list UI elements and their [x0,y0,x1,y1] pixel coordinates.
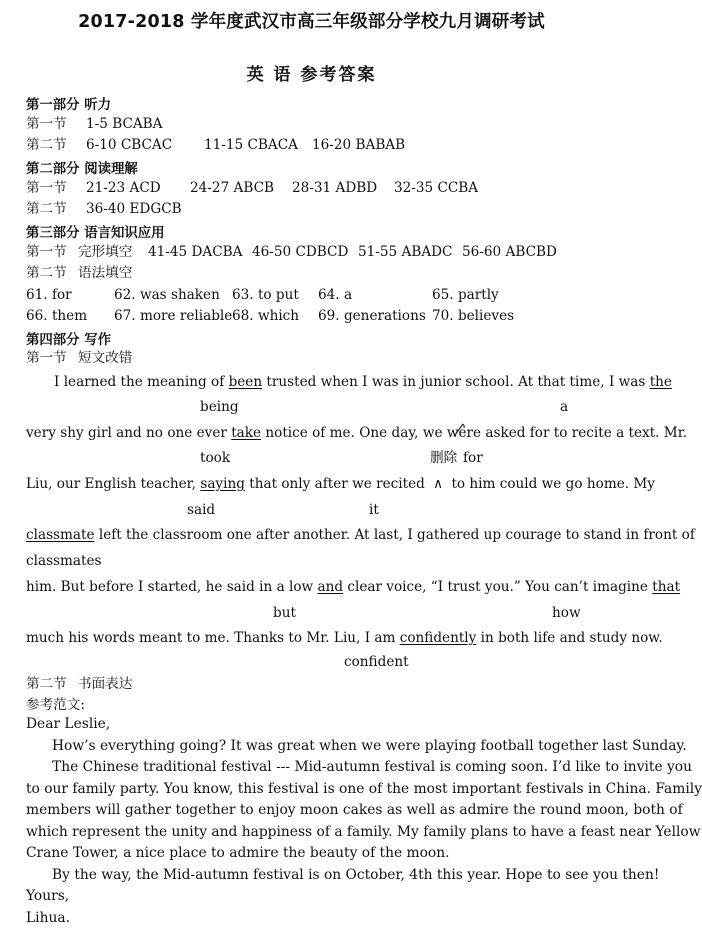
part1-section2 [26,137,405,153]
section-label: 第一节 [26,180,67,196]
section-label: 第一节 [26,116,67,132]
answer-group: 36-40 EDGCB [86,201,182,217]
section-type: 完形填空 [78,244,133,260]
essay-line: which represent the unity and happiness of a family. My family plans to have a feast near Yellow [26,824,701,840]
document-title: 2017-2018 学年度武汉市高三年级部分学校九月调研考试 [78,12,545,32]
answer-group: 16-20 BABAB [312,137,406,153]
passage-line: classmate left the classroom one after another. At last, I gathered up courage to stand in front of [26,527,695,543]
grammar-answer: 64. a [318,287,353,303]
part2-heading: 第二部分 阅读理解 [26,162,138,177]
answer-group: 24-27 ABCB [190,180,274,196]
grammar-answer: 61. for [26,287,72,303]
correction-delete-label: 删除 [430,450,458,466]
passage-line: much his words meant to me. Thanks to Mr. Liu, I am confidently in both life and study now. [26,630,663,646]
section-type: 短文改错 [78,350,133,366]
part1-heading: 第一部分 听力 [26,98,112,113]
section-label: 第二节 [26,137,67,153]
correction-word: how [552,605,581,621]
error-word: confidently [399,630,477,646]
correction-word: classmates [26,553,102,569]
letter-greeting: Dear Leslie, [26,716,111,732]
essay-line: How’s everything going? It was great when we were playing football together last Sunday. [52,738,687,754]
essay-line: The Chinese traditional festival --- Mid-autumn festival is coming soon. I’d like to invite you [52,759,692,775]
passage-line: very shy girl and no one ever take notice of me. One day, we were asked for to recite a text. Mr. [26,425,688,441]
answer-group: 11-15 CBACA [204,137,298,153]
letter-closing: Yours, [26,888,70,904]
writing-section-heading [26,676,132,692]
answer-group: 51-55 ABADC [358,244,453,260]
answer-group: 46-50 CDBCD [252,244,349,260]
correction-word: took [200,450,231,466]
insertion-caret: ∧ [433,476,444,492]
correction-word: a [560,399,569,415]
error-word: the [649,374,672,390]
grammar-answer: 66. them [26,308,88,324]
correction-word: but [273,605,296,621]
sample-label: 参考范文: [26,697,85,713]
part2-section2 [26,201,182,217]
section-type: 书面表达 [78,676,133,692]
answer-group: 21-23 ACD [86,180,161,196]
section-label: 第一节 [26,244,67,260]
part3-section1 [26,244,557,260]
part4-section1 [26,350,132,366]
deletion-mark [452,422,466,438]
error-word: that [652,579,681,595]
correction-word: for [463,450,483,466]
part1-section1 [26,116,162,132]
answer-group: 6-10 CBCAC [86,137,173,153]
grammar-answer: 69. generations [318,308,426,324]
correction-word: said [187,502,216,518]
correction-word: being [200,399,239,415]
grammar-answer: 70. believes [432,308,515,324]
passage-line: Liu, our English teacher, saying that only after we recited ∧ to him could we go home. My [26,476,655,492]
error-word: classmate [26,527,95,543]
essay-line: to our family party. You know, this festival is one of the most important festivals in China. Family [26,781,702,797]
answer-group: 56-60 ABCBD [462,244,557,260]
essay-line: By the way, the Mid-autumn festival is on October, 4th this year. Hope to see you then! [52,867,660,883]
section-type: 语法填空 [78,265,133,281]
section-label: 第一节 [26,350,67,366]
letter-signature: Lihua. [26,910,70,926]
error-word: and [317,579,344,595]
answer-group: 32-35 CCBA [394,180,479,196]
grammar-answer: 65. partly [432,287,499,303]
correction-word: it [369,502,379,518]
grammar-answer: 63. to put [232,287,299,303]
grammar-answer: 68. which [232,308,300,324]
passage-line: I learned the meaning of been trusted when I was in junior school. At that time, I was the [54,374,672,390]
grammar-answer: 62. was shaken [114,287,220,303]
error-word: saying [200,476,245,492]
essay-line: Crane Tower, a nice place to admire the beauty of the moon. [26,845,450,861]
part2-section1 [26,180,478,196]
error-word: been [228,374,263,390]
part3-heading: 第三部分 语言知识应用 [26,226,165,241]
section-label: 第二节 [26,201,67,217]
correction-word: confident [344,654,409,670]
section-label: 第二节 [26,676,67,692]
answer-group: 41-45 DACBA [148,244,243,260]
part3-section2 [26,265,132,281]
answer-group: 28-31 ADBD [292,180,378,196]
grammar-answer: 67. more reliable [114,308,233,324]
document-subtitle: 英 语 参考答案 [246,65,377,85]
error-word: take [231,425,262,441]
passage-line: him. But before I started, he said in a low and clear voice, “I trust you.” You can’t imagine that [26,579,681,595]
part4-heading: 第四部分 写作 [26,333,112,348]
essay-line: members will gather together to enjoy moon cakes as well as admire the round moon, both of [26,802,683,818]
answer-group: 1-5 BCABA [86,116,163,132]
section-label: 第二节 [26,265,67,281]
